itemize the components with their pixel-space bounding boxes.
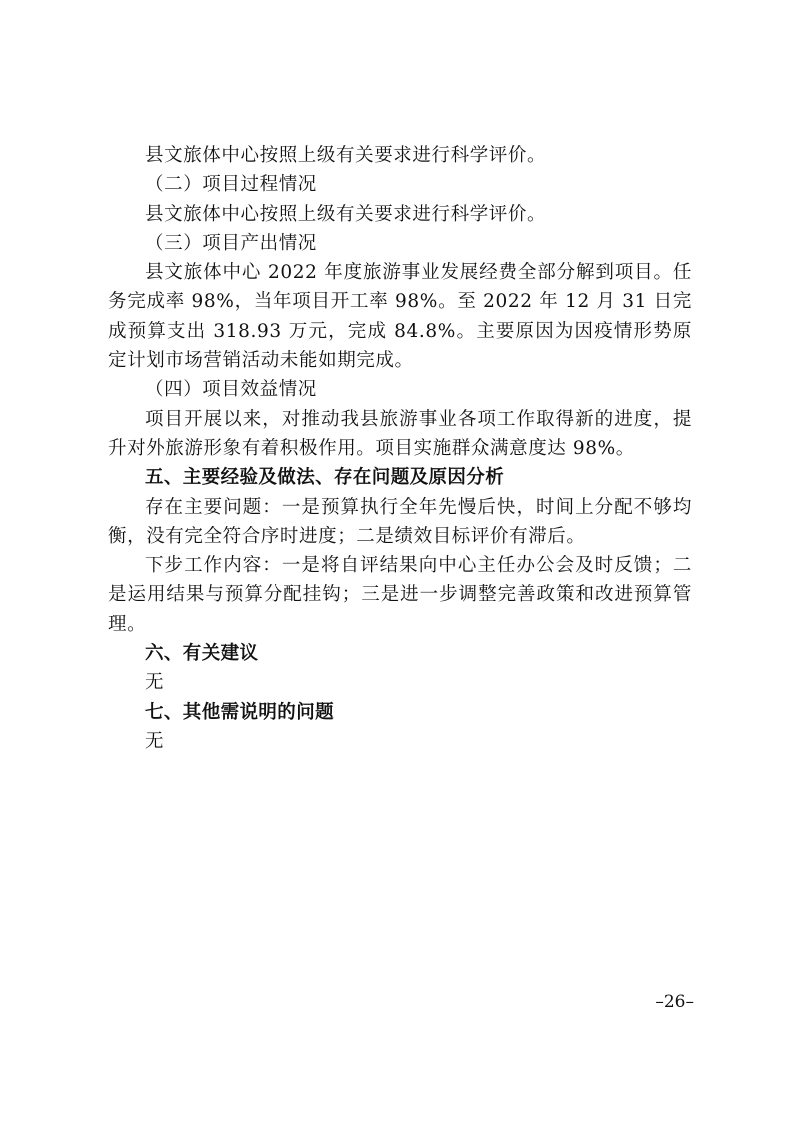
paragraph-problems: 存在主要问题：一是预算执行全年先慢后快，时间上分配不够均衡，没有完全符合序时进度；二是绩效目标评价有滞后。 bbox=[108, 496, 692, 547]
subheading-process: （二）项目过程情况 bbox=[145, 174, 317, 196]
paragraph-benefit: 项目开展以来，对推动我县旅游事业各项工作取得新的进度，提升对外旅游形象有着积极作用。项目实施群众满意度达 98%。 bbox=[108, 408, 692, 459]
paragraph-section-6-none: 无 bbox=[145, 672, 165, 694]
heading-section-5: 五、主要经验及做法、存在问题及原因分析 bbox=[145, 467, 505, 489]
paragraph-evaluation-2: 县文旅体中心按照上级有关要求进行科学评价。 bbox=[145, 203, 547, 225]
subheading-output: （三）项目产出情况 bbox=[145, 232, 317, 254]
paragraph-next-steps: 下步工作内容：一是将自评结果向中心主任办公会及时反馈；二是运用结果与预算分配挂钩；三是进一步调整完善政策和改进预算管理。 bbox=[108, 555, 692, 635]
paragraph-evaluation-1: 县文旅体中心按照上级有关要求进行科学评价。 bbox=[145, 145, 547, 166]
page-number: –26– bbox=[655, 992, 694, 1012]
document-body bbox=[108, 141, 692, 756]
paragraph-section-7-none: 无 bbox=[145, 730, 165, 752]
paragraph-output: 县文旅体中心 2022 年度旅游事业发展经费全部分解到项目。任务完成率 98%，当年项目开工率 98%。至 2022 年 12 月 31 日完成预算支出 318.93 万元，完成 84.8%。主要原因为因疫情形势原定计划市场营销活动未能如期完成。 bbox=[108, 262, 692, 372]
heading-section-6: 六、有关建议 bbox=[145, 643, 259, 665]
heading-section-7: 七、其他需说明的问题 bbox=[145, 701, 335, 723]
subheading-benefit: （四）项目效益情况 bbox=[145, 379, 317, 401]
